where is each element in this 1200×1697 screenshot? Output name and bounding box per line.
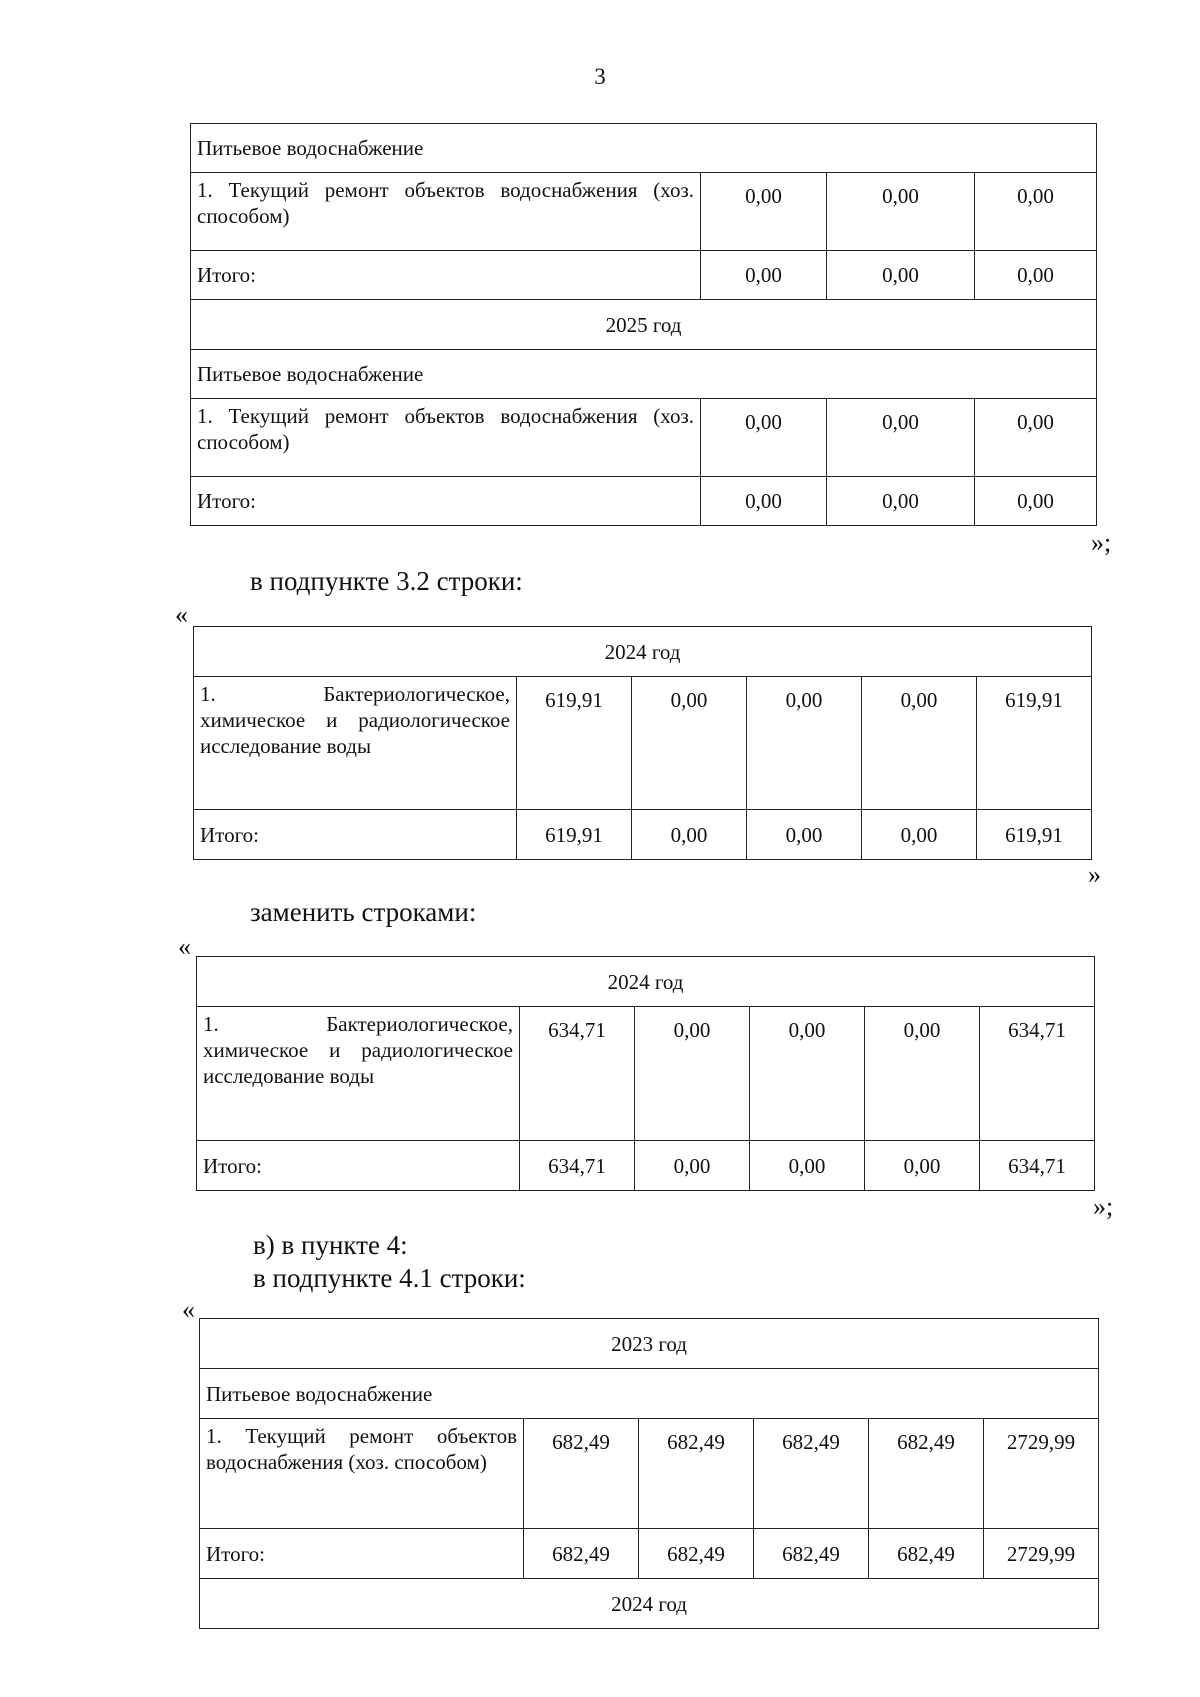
table-row: [200, 1419, 1099, 1529]
total-value: 0,00: [827, 477, 975, 526]
total-value: 0,00: [747, 810, 862, 860]
year-header: 2025 год: [191, 300, 1097, 350]
value-cell: 682,49: [639, 1419, 754, 1529]
table-row: [197, 957, 1095, 1007]
value-cell: 0,00: [865, 1007, 980, 1141]
total-value: 0,00: [827, 251, 975, 300]
page-number: 3: [594, 64, 606, 89]
value-cell: 0,00: [701, 173, 827, 251]
year-header: 2024 год: [200, 1579, 1099, 1629]
value-cell: 0,00: [827, 173, 975, 251]
closing-quote: »;: [1091, 528, 1112, 557]
opening-quote: «: [175, 600, 188, 629]
table-row: [194, 810, 1092, 860]
total-value: 619,91: [977, 810, 1092, 860]
total-value: 682,49: [754, 1529, 869, 1579]
value-cell: 634,71: [520, 1007, 635, 1141]
value-cell: 634,71: [980, 1007, 1095, 1141]
year-header: 2024 год: [194, 627, 1092, 677]
table-row: [191, 477, 1097, 526]
total-label: Итого:: [200, 1529, 524, 1579]
paragraph: заменить строками:: [250, 897, 477, 927]
table-water-supply-2024-2025: [190, 123, 1097, 526]
table-row: [197, 1007, 1095, 1141]
item-label: 1. Текущий ремонт объектов водоснабжения (хоз. способом): [191, 399, 701, 477]
closing-quote: »;: [1093, 1192, 1114, 1221]
total-value: 0,00: [701, 477, 827, 526]
value-cell: 0,00: [632, 677, 747, 810]
item-label: 1. Текущий ремонт объектов водоснабжения (хоз. способом): [200, 1419, 524, 1529]
total-value: 682,49: [524, 1529, 639, 1579]
value-cell: 0,00: [975, 173, 1097, 251]
table-row: [191, 251, 1097, 300]
table-row: [200, 1369, 1099, 1419]
table-water-supply-2023: [199, 1318, 1099, 1629]
total-value: 0,00: [701, 251, 827, 300]
table-row: [191, 350, 1097, 399]
value-cell: 0,00: [975, 399, 1097, 477]
paragraph: в подпункте 3.2 строки:: [250, 566, 523, 596]
total-value: 0,00: [862, 810, 977, 860]
total-value: 2729,99: [984, 1529, 1099, 1579]
item-label: 1. Бактериологическое, химическое и радиологическое исследование воды: [197, 1007, 520, 1141]
total-value: 634,71: [980, 1141, 1095, 1191]
value-cell: 619,91: [977, 677, 1092, 810]
total-value: 0,00: [750, 1141, 865, 1191]
table-row: [200, 1579, 1099, 1629]
value-cell: 682,49: [754, 1419, 869, 1529]
item-label: 1. Бактериологическое, химическое и радиологическое исследование воды: [194, 677, 517, 810]
table-row: [191, 300, 1097, 350]
section-row-label: Питьевое водоснабжение: [191, 124, 1097, 173]
table-bacteriological-2024-new: [196, 956, 1095, 1191]
paragraph: в) в пункте 4:: [253, 1230, 408, 1260]
total-value: 682,49: [869, 1529, 984, 1579]
value-cell: 0,00: [827, 399, 975, 477]
table-row: [191, 173, 1097, 251]
total-value: 0,00: [635, 1141, 750, 1191]
value-cell: 682,49: [869, 1419, 984, 1529]
table-row: [191, 124, 1097, 173]
value-cell: 682,49: [524, 1419, 639, 1529]
total-value: 682,49: [639, 1529, 754, 1579]
value-cell: 0,00: [747, 677, 862, 810]
section-row-label: Питьевое водоснабжение: [191, 350, 1097, 399]
table-row: [194, 627, 1092, 677]
table-row: [200, 1529, 1099, 1579]
paragraph: в подпункте 4.1 строки:: [253, 1263, 526, 1293]
value-cell: 2729,99: [984, 1419, 1099, 1529]
value-cell: 0,00: [635, 1007, 750, 1141]
total-label: Итого:: [191, 251, 701, 300]
total-value: 619,91: [517, 810, 632, 860]
closing-quote: »: [1088, 860, 1101, 889]
total-value: 0,00: [865, 1141, 980, 1191]
total-label: Итого:: [191, 477, 701, 526]
value-cell: 619,91: [517, 677, 632, 810]
table-row: [191, 399, 1097, 477]
total-value: 0,00: [975, 251, 1097, 300]
section-row-label: Питьевое водоснабжение: [200, 1369, 1099, 1419]
value-cell: 0,00: [701, 399, 827, 477]
total-label: Итого:: [194, 810, 517, 860]
total-value: 0,00: [975, 477, 1097, 526]
table-row: [200, 1319, 1099, 1369]
total-label: Итого:: [197, 1141, 520, 1191]
year-header: 2024 год: [197, 957, 1095, 1007]
opening-quote: «: [182, 1295, 195, 1324]
value-cell: 0,00: [862, 677, 977, 810]
table-bacteriological-2024-old: [193, 626, 1092, 860]
total-value: 634,71: [520, 1141, 635, 1191]
table-row: [194, 677, 1092, 810]
item-label: 1. Текущий ремонт объектов водоснабжения (хоз. способом): [191, 173, 701, 251]
value-cell: 0,00: [750, 1007, 865, 1141]
opening-quote: «: [178, 932, 191, 961]
table-row: [197, 1141, 1095, 1191]
year-header: 2023 год: [200, 1319, 1099, 1369]
total-value: 0,00: [632, 810, 747, 860]
